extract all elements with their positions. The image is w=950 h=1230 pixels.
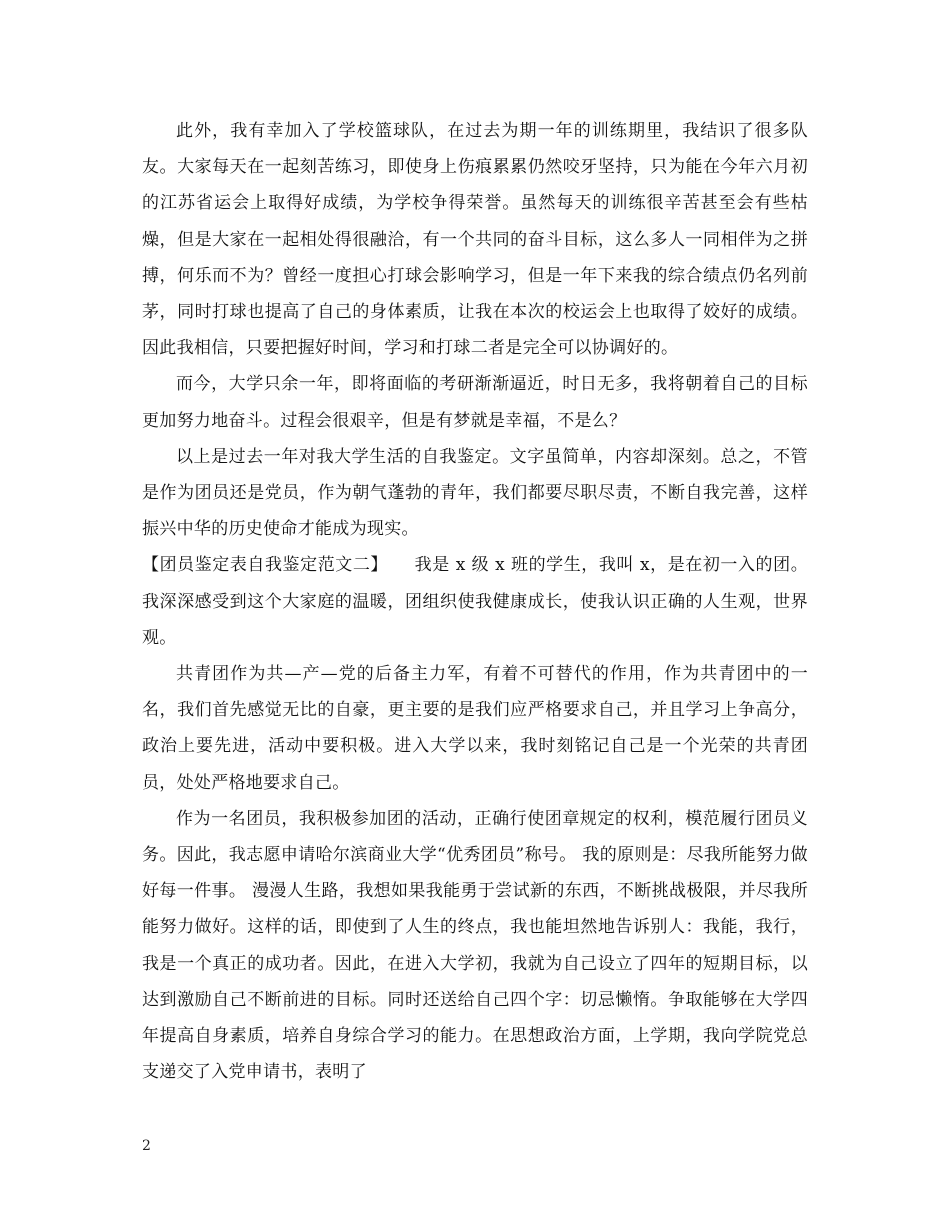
paragraph-youth-league: 共青团作为共—产—党的后备主力军，有着不可替代的作用，作为共青团中的一名，我们首先感觉无比的自豪，更主要的是我们应严格要求自己，并且学习上争高分，政治上要先进，活动中要积极。进入大学以来，我时刻铭记自己是一个光荣的共青团员，处处严格地要求自己。 — [142, 664, 808, 793]
paragraph-league-member-duties: 作为一名团员，我积极参加团的活动，正确行使团章规定的权利，模范履行团员义务。因此，我志愿申请哈尔滨商业大学“优秀团员”称号。 我的原则是：尽我所能努力做好每一件事。 漫漫人生路，我想如果我能勇于尝试新的东西，不断挑战极限，并尽我所能努力做好。这样的话，即使到了人生的终点，我也能坦然地告诉别人：我能，我行，我是一个真正的成功者。因此，在进入大学初，我就为自己设立了四年的短期目标，以达到激励自己不断前进的目标。同时还送给自己四个字：切忌懒惰。争取能够在大学四年提高自身素质，培养自身综合学习的能力。在思想政治方面，上学期，我向学院党总支递交了入党申请书，表明了 — [142, 808, 808, 1083]
paragraph-sample-two-heading: 【团员鉴定表自我鉴定范文二】 我是 x 级 x 班的学生，我叫 x，是在初一入的团。我深深感受到这个大家庭的温暖，团组织使我健康成长，使我认识正确的人生观，世界观。 — [142, 555, 808, 648]
document-body — [142, 113, 808, 1090]
paragraph-conclusion: 以上是过去一年对我大学生活的自我鉴定。文字虽简单，内容却深刻。总之，不管是作为团员还是党员，作为朝气蓬勃的青年，我们都要尽职尽责，不断自我完善，这样振兴中华的历史使命才能成为现实。 — [142, 446, 808, 540]
paragraph-final-year: 而今，大学只余一年，即将面临的考研渐渐逼近，时日无多，我将朝着自己的目标更加努力地奋斗。过程会很艰辛，但是有梦就是幸福，不是么？ — [142, 374, 808, 431]
paragraph-basketball-team: 此外，我有幸加入了学校篮球队，在过去为期一年的训练期里，我结识了很多队友。大家每天在一起刻苦练习，即使身上伤痕累累仍然咬牙坚持，只为能在今年六月初的江苏省运会上取得好成绩，为学校争得荣誉。虽然每天的训练很辛苦甚至会有些枯燥，但是大家在一起相处得很融洽，有一个共同的奋斗目标，这么多人一同相伴为之拼搏，何乐而不为？曾经一度担心打球会影响学习，但是一年下来我的综合绩点仍名列前茅，同时打球也提高了自己的身体素质，让我在本次的校运会上也取得了姣好的成绩。因此我相信，只要把握好时间，学习和打球二者是完全可以协调好的。 — [142, 121, 808, 359]
page-number: 2 — [142, 1138, 151, 1154]
